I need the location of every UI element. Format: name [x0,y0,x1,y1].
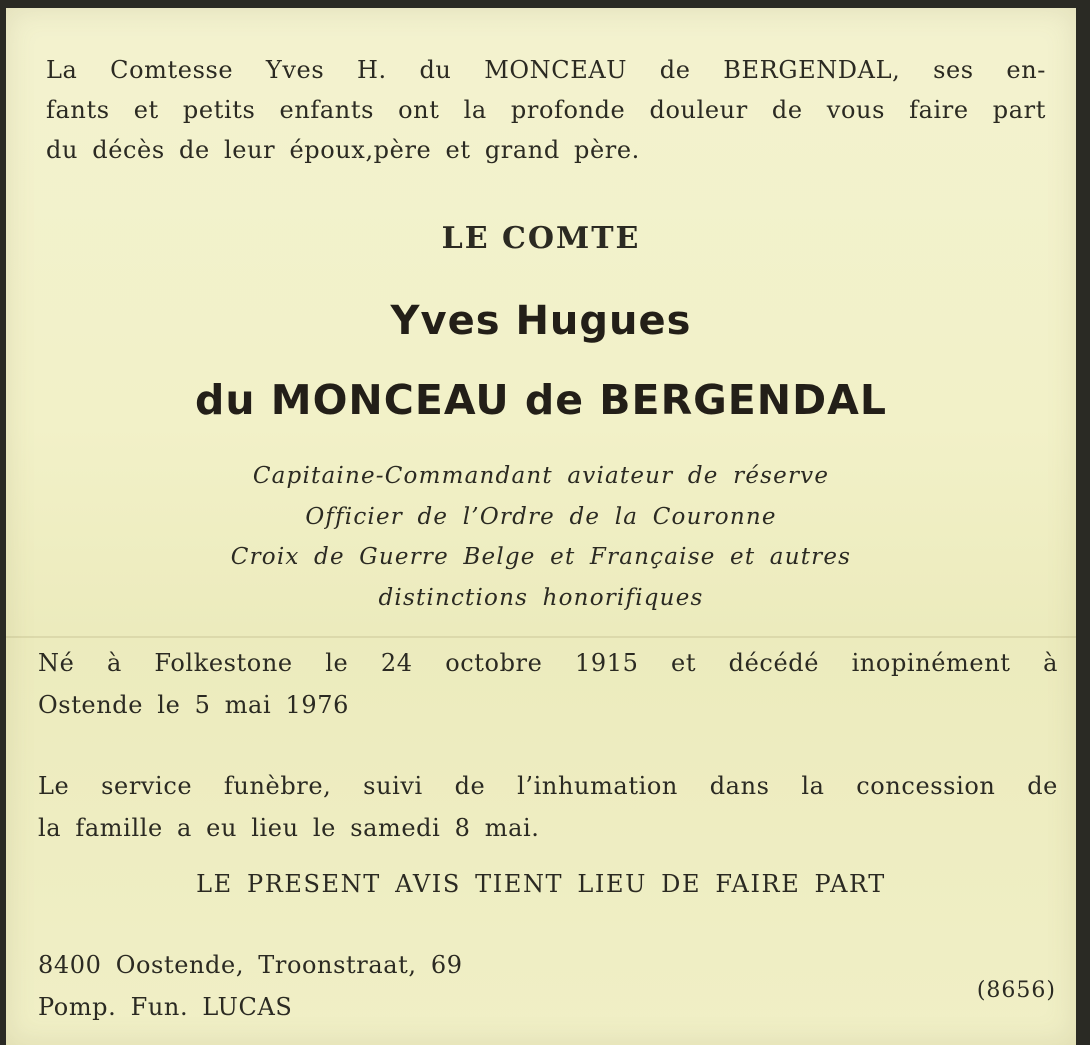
deceased-surname: du MONCEAU de BERGENDAL [194,376,888,424]
funeral-home-name: Pomp. Fun. LUCAS [38,993,293,1021]
birth-death-line: Ostende le 5 mai 1976 [38,691,349,719]
distinction-line: Croix de Guerre Belge et Française et autres [230,544,852,570]
birth-death-paragraph [38,642,1058,726]
announcement-intro [46,50,1046,170]
distinction-line: distinctions honorifiques [378,584,704,611]
notice-statement: LE PRESENT AVIS TIENT LIEU DE FAIRE PART [196,870,886,898]
reference-number: (8656) [976,978,1056,1003]
birth-death-line: Né à Folkestone le 24 octobre 1915 et décédé inopinément à [38,649,1058,677]
service-line: Le service funèbre, suivi de l’inhumation dans la concession de [38,772,1058,800]
intro-line: fants et petits enfants ont la profonde douleur de vous faire part [46,96,1046,124]
noble-title: LE COMTE [441,221,641,256]
funeral-home-block [38,944,463,1028]
deceased-given-names: Yves Hugues [390,298,692,344]
distinctions-list [6,456,1076,618]
distinction-line: Capitaine-Commandant aviateur de réserve [252,463,830,489]
obituary-notice [6,8,1076,1045]
service-line: la famille a eu lieu le samedi 8 mai. [38,814,540,842]
funeral-home-address: 8400 Oostende, Troonstraat, 69 [38,951,463,979]
intro-line: du décès de leur époux,père et grand père. [46,136,640,164]
paper-fold-crease [6,636,1076,638]
distinction-line: Officier de l’Ordre de la Couronne [305,503,777,530]
intro-line: La Comtesse Yves H. du MONCEAU de BERGENDAL, ses en- [46,56,1046,84]
service-paragraph [38,765,1058,849]
